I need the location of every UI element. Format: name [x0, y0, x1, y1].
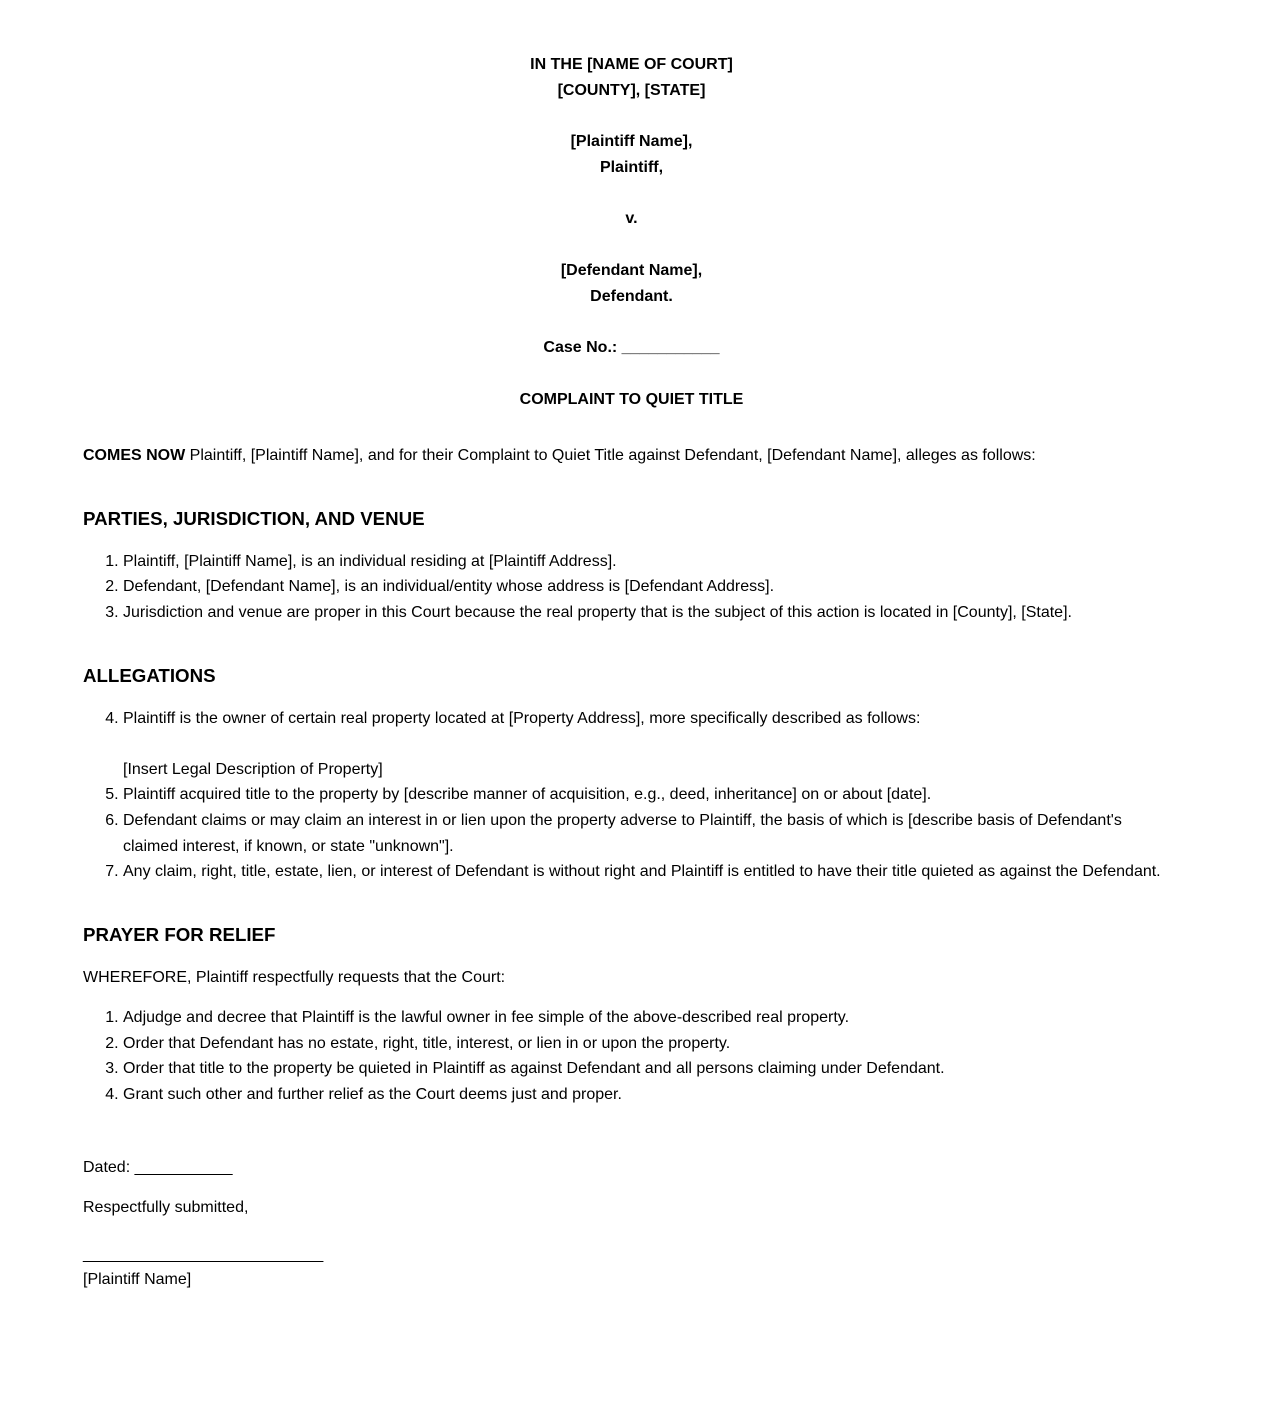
court-name-line2: [COUNTY], [STATE]: [557, 81, 706, 99]
section-heading-allegations: ALLEGATIONS: [83, 664, 216, 686]
versus-block: [83, 206, 1180, 232]
signature-line-blank: ___________________________: [83, 1245, 324, 1263]
section-heading-parties: PARTIES, JURISDICTION, AND VENUE: [83, 507, 425, 529]
court-name-block: [83, 52, 1180, 103]
respectfully-submitted-line: Respectfully submitted,: [83, 1199, 249, 1217]
case-number-block: [83, 335, 1180, 361]
court-name-line1: IN THE [NAME OF COURT]: [530, 56, 733, 73]
document-title-block: [83, 387, 1180, 413]
allegations-list: [83, 706, 1180, 885]
parties-item-3: 3. Jurisdiction and venue are proper in this Court because the real property that is the subject of this action is located in [County], [State].: [123, 600, 1180, 626]
plaintiff-role-label: Plaintiff,: [599, 158, 664, 176]
dated-blank: ___________: [134, 1158, 233, 1176]
plaintiff-name-placeholder: [Plaintiff Name],: [570, 133, 693, 151]
case-number-label: Case No.:: [543, 339, 618, 357]
allegations-item-4: [123, 706, 1180, 783]
prayer-item-2: 2. Order that Defendant has no estate, right, title, interest, or lien in or upon the property.: [123, 1031, 1180, 1057]
dated-line: [83, 1155, 1180, 1181]
legal-description-placeholder: [Insert Legal Description of Property]: [123, 760, 383, 778]
allegations-item-4-text: Plaintiff is the owner of certain real property located at [Property Address], more specifically described as follows:: [123, 709, 921, 727]
case-caption: [83, 52, 1180, 412]
dated-label: Dated:: [83, 1158, 131, 1176]
section-heading-prayer: PRAYER FOR RELIEF: [83, 923, 276, 945]
defendant-block: [83, 258, 1180, 309]
defendant-name-placeholder: [Defendant Name],: [560, 261, 703, 279]
allegations-item-6: 6. Defendant claims or may claim an interest in or lien upon the property adverse to Plaintiff, the basis of which is [describe basis of Defendant's claimed interest, if known, or state "unknown"].: [123, 808, 1180, 859]
prayer-item-1: 1. Adjudge and decree that Plaintiff is the lawful owner in fee simple of the above-described real property.: [123, 1005, 1180, 1031]
case-number-blank: ___________: [621, 339, 720, 357]
signatory-name-placeholder: [Plaintiff Name]: [83, 1271, 192, 1289]
prayer-item-4: 4. Grant such other and further relief as the Court deems just and proper.: [123, 1082, 1180, 1108]
plaintiff-block: [83, 129, 1180, 180]
prayer-item-3: 3. Order that title to the property be quieted in Plaintiff as against Defendant and all persons claiming under Defendant.: [123, 1056, 1180, 1082]
intro-text: Plaintiff, [Plaintiff Name], and for their Complaint to Quiet Title against Defendant, [Defendant Name], alleges as follows:: [185, 447, 1036, 465]
intro-paragraph: [83, 443, 1180, 469]
allegations-item-5: 5. Plaintiff acquired title to the property by [describe manner of acquisition, e.g., deed, inheritance] on or about [date].: [123, 782, 1180, 808]
prayer-list: [83, 1005, 1180, 1107]
versus-label: v.: [625, 210, 638, 228]
allegations-item-7: 7. Any claim, right, title, estate, lien, or interest of Defendant is without right and Plaintiff is entitled to have their title quieted as against the Defendant.: [123, 859, 1180, 885]
parties-item-1: 1. Plaintiff, [Plaintiff Name], is an individual residing at [Plaintiff Address].: [123, 549, 1180, 575]
wherefore-paragraph: WHEREFORE, Plaintiff respectfully requests that the Court:: [83, 968, 506, 986]
parties-list: [83, 549, 1180, 626]
document-title: COMPLAINT TO QUIET TITLE: [519, 390, 744, 408]
signature-block: [83, 1242, 1180, 1293]
parties-item-2: 2. Defendant, [Defendant Name], is an individual/entity whose address is [Defendant Address].: [123, 574, 1180, 600]
comes-now-lead: COMES NOW: [83, 447, 186, 465]
case-number-line: [83, 335, 1180, 361]
defendant-role-label: Defendant.: [590, 287, 673, 305]
